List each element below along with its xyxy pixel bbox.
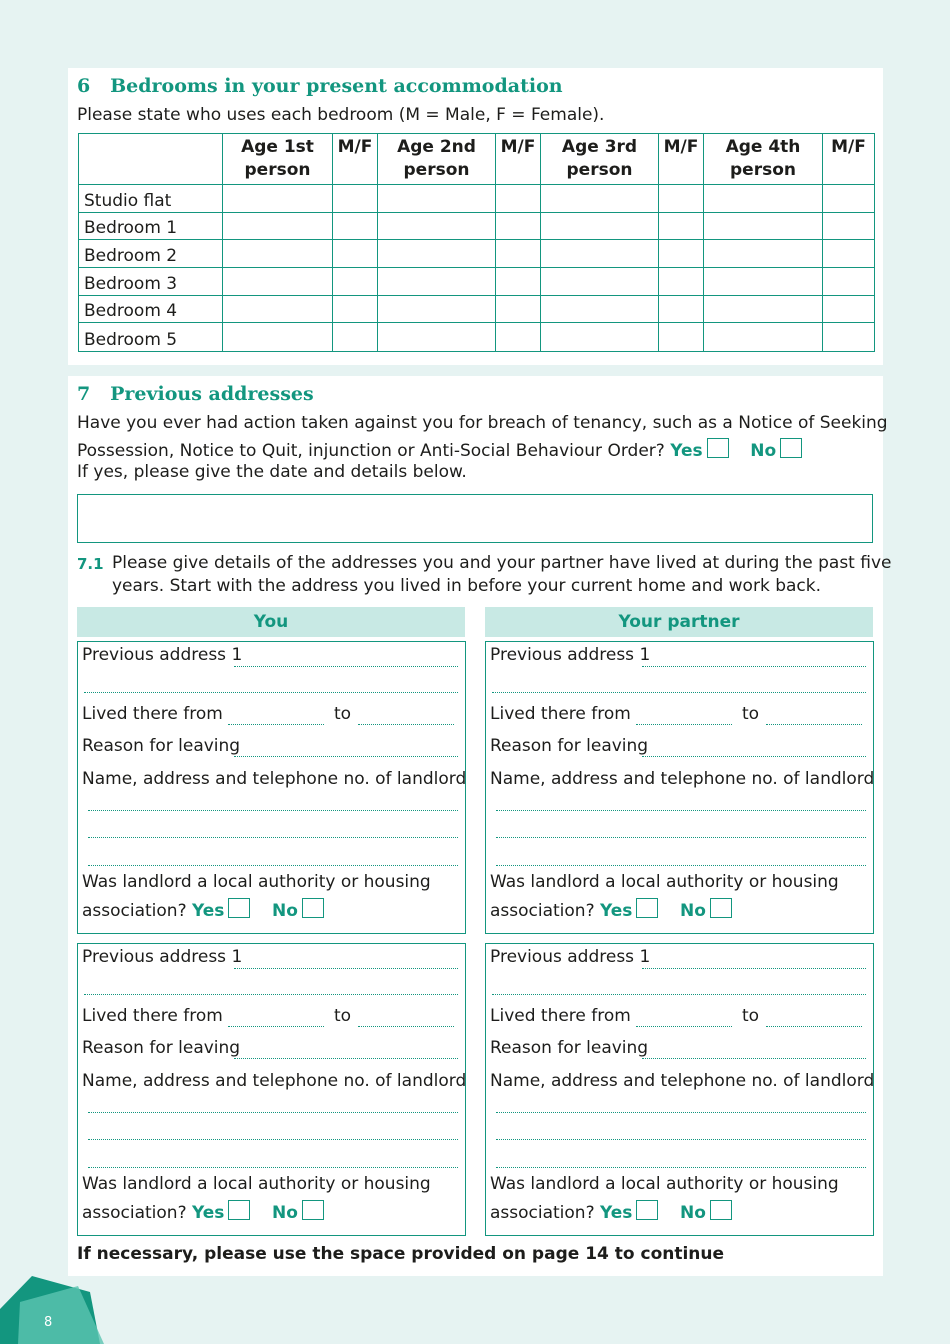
corner-decoration [0,1264,110,1344]
row-label-bedroom-3: Bedroom 3 [79,268,223,296]
cell-input[interactable] [333,268,378,296]
cell-input[interactable] [223,296,333,323]
prev-address-input-line2[interactable] [492,994,866,995]
la-no-label: No [272,1203,298,1223]
prev-address-input[interactable] [234,666,458,667]
cell-input[interactable] [659,296,704,323]
la-no-label: No [272,901,298,921]
landlord-label: Name, address and telephone no. of landlord [82,769,467,789]
cell-input[interactable] [541,268,659,296]
la-question-line1: Was landlord a local authority or housing [490,1174,839,1194]
la-question-line1: Was landlord a local authority or housing [82,872,431,892]
la-question-line2 [490,1200,732,1223]
table-row [79,240,875,268]
lived-from-label: Lived there from [82,704,223,724]
section-6-heading: Bedrooms in your present accommodation [110,75,563,97]
cell-input[interactable] [823,268,875,296]
section-6-title [77,75,563,97]
prev-address-input-line2[interactable] [84,692,458,693]
reason-label: Reason for leaving [82,1038,241,1058]
reason-input[interactable] [234,756,458,757]
bedroom-table-header [79,134,875,185]
header-age-1st: Age 1st person [223,134,333,185]
cell-input[interactable] [541,213,659,240]
cell-input[interactable] [659,213,704,240]
yes-checkbox[interactable] [707,438,729,458]
reason-label: Reason for leaving [490,1038,649,1058]
cell-input[interactable] [541,240,659,268]
landlord-input-line2[interactable] [88,837,458,838]
cell-input[interactable] [496,323,541,352]
cell-input[interactable] [704,240,823,268]
cell-input[interactable] [704,213,823,240]
la-question-line2 [490,898,732,921]
header-mf-4: M/F [823,134,875,185]
cell-input[interactable] [333,240,378,268]
address-card-you-2 [77,943,466,1236]
la-question-text: association? [82,901,187,921]
reason-input[interactable] [234,1058,458,1059]
row-label-bedroom-5: Bedroom 5 [79,323,223,352]
question-text: Possession, Notice to Quit, injunction or Anti-Social Behaviour Order? [77,441,665,461]
landlord-input-line1[interactable] [88,810,458,811]
cell-input[interactable] [378,268,496,296]
la-question-line1: Was landlord a local authority or housing [490,872,839,892]
la-no-label: No [680,901,706,921]
la-no-label: No [680,1203,706,1223]
cell-input[interactable] [496,213,541,240]
cell-input[interactable] [541,323,659,352]
address-card-partner-2 [485,943,874,1236]
to-label: to [742,704,760,724]
cell-input[interactable] [659,240,704,268]
prev-address-label: Previous address 1 [82,645,243,665]
la-question-line1: Was landlord a local authority or housing [82,1174,431,1194]
table-row [79,296,875,323]
cell-input[interactable] [541,296,659,323]
cell-input[interactable] [823,240,875,268]
landlord-label: Name, address and telephone no. of landlord [82,1071,467,1091]
landlord-input-line2[interactable] [496,1139,866,1140]
column-header-partner: Your partner [485,607,873,637]
column-header-you: You [77,607,465,637]
cell-input[interactable] [378,323,496,352]
la-yes-label: Yes [192,901,225,921]
la-yes-checkbox[interactable] [228,898,250,918]
cell-input[interactable] [223,323,333,352]
cell-input[interactable] [823,323,875,352]
cell-input[interactable] [333,213,378,240]
spacer [658,901,680,921]
lived-from-input[interactable] [636,1026,732,1027]
section-7-followup: If yes, please give the date and details below. [77,462,467,482]
la-yes-checkbox[interactable] [228,1200,250,1220]
cell-input[interactable] [823,213,875,240]
cell-input[interactable] [496,240,541,268]
table-row [79,185,875,213]
to-label: to [334,1006,352,1026]
cell-input[interactable] [823,185,875,213]
row-label-bedroom-2: Bedroom 2 [79,240,223,268]
cell-input[interactable] [823,296,875,323]
header-mf-3: M/F [659,134,704,185]
header-mf-1: M/F [333,134,378,185]
landlord-input-line1[interactable] [496,810,866,811]
continue-note: If necessary, please use the space provided on page 14 to continue [77,1244,725,1264]
cell-input[interactable] [496,185,541,213]
subsection-7-1-line1: Please give details of the addresses you and your partner have lived at during the past five [112,553,892,573]
spacer [250,1203,272,1223]
la-question-text: association? [490,1203,595,1223]
header-mf-2: M/F [496,134,541,185]
prev-address-input[interactable] [642,968,866,969]
to-label: to [334,704,352,724]
no-label: No [750,441,777,461]
cell-input[interactable] [704,268,823,296]
row-label-bedroom-4: Bedroom 4 [79,296,223,323]
breach-details-field[interactable] [77,494,873,543]
lived-from-input[interactable] [228,1026,324,1027]
row-label-bedroom-1: Bedroom 1 [79,213,223,240]
cell-input[interactable] [659,323,704,352]
section-7-question-line2 [77,438,802,461]
reason-label: Reason for leaving [82,736,241,756]
landlord-input-line3[interactable] [496,865,866,866]
landlord-input-line3[interactable] [496,1167,866,1168]
row-label-studio: Studio flat [79,185,223,213]
landlord-input-line1[interactable] [88,1112,458,1113]
prev-address-input[interactable] [234,968,458,969]
cell-input[interactable] [378,185,496,213]
subsection-7-1-line2: years. Start with the address you lived in before your current home and work back. [112,576,821,596]
section-7-question-line1: Have you ever had action taken against you for breach of tenancy, such as a Notice of Seeking [77,413,888,433]
cell-input[interactable] [378,213,496,240]
lived-to-input[interactable] [766,724,862,725]
landlord-label: Name, address and telephone no. of landlord [490,769,875,789]
cell-input[interactable] [333,323,378,352]
header-blank [79,134,223,185]
reason-input[interactable] [642,756,866,757]
prev-address-label: Previous address 1 [490,645,651,665]
la-question-line2 [82,898,324,921]
la-yes-checkbox[interactable] [636,898,658,918]
la-yes-label: Yes [600,901,633,921]
cell-input[interactable] [378,240,496,268]
page-number: 8 [44,1315,53,1330]
prev-address-input[interactable] [642,666,866,667]
la-yes-checkbox[interactable] [636,1200,658,1220]
yes-label: Yes [670,441,703,461]
prev-address-input-line2[interactable] [492,692,866,693]
cell-input[interactable] [223,268,333,296]
landlord-label: Name, address and telephone no. of landlord [490,1071,875,1091]
subsection-7-1-number: 7.1 [77,555,104,573]
lived-to-input[interactable] [766,1026,862,1027]
cell-input[interactable] [541,185,659,213]
cell-input[interactable] [333,296,378,323]
cell-input[interactable] [496,268,541,296]
lived-from-input[interactable] [636,724,732,725]
la-question-text: association? [82,1203,187,1223]
la-no-checkbox[interactable] [302,1200,324,1220]
la-question-text: association? [490,901,595,921]
cell-input[interactable] [704,296,823,323]
la-no-checkbox[interactable] [710,1200,732,1220]
lived-from-label: Lived there from [490,1006,631,1026]
cell-input[interactable] [223,185,333,213]
table-row [79,268,875,296]
address-card-you-1 [77,641,466,934]
no-checkbox[interactable] [780,438,802,458]
section-7-heading: Previous addresses [110,383,314,405]
spacer [658,1203,680,1223]
cell-input[interactable] [659,268,704,296]
cell-input[interactable] [704,323,823,352]
lived-to-input[interactable] [358,1026,454,1027]
cell-input[interactable] [223,240,333,268]
table-row [79,323,875,352]
cell-input[interactable] [333,185,378,213]
section-7-number: 7 [77,383,91,405]
prev-address-label: Previous address 1 [82,947,243,967]
header-age-4th: Age 4th person [704,134,823,185]
prev-address-input-line2[interactable] [84,994,458,995]
cell-input[interactable] [704,185,823,213]
prev-address-label: Previous address 1 [490,947,651,967]
lived-from-label: Lived there from [490,704,631,724]
landlord-input-line1[interactable] [496,1112,866,1113]
landlord-input-line3[interactable] [88,1167,458,1168]
landlord-input-line2[interactable] [496,837,866,838]
reason-label: Reason for leaving [490,736,649,756]
cell-input[interactable] [223,213,333,240]
spacer [250,901,272,921]
la-yes-label: Yes [600,1203,633,1223]
la-question-line2 [82,1200,324,1223]
header-age-3rd: Age 3rd person [541,134,659,185]
section-6-number: 6 [77,75,91,97]
to-label: to [742,1006,760,1026]
landlord-input-line2[interactable] [88,1139,458,1140]
lived-to-input[interactable] [358,724,454,725]
reason-input[interactable] [642,1058,866,1059]
cell-input[interactable] [496,296,541,323]
section-6-instruction: Please state who uses each bedroom (M = Male, F = Female). [77,105,605,125]
la-no-checkbox[interactable] [710,898,732,918]
table-row [79,213,875,240]
landlord-input-line3[interactable] [88,865,458,866]
la-yes-label: Yes [192,1203,225,1223]
address-card-partner-1 [485,641,874,934]
la-no-checkbox[interactable] [302,898,324,918]
cell-input[interactable] [659,185,704,213]
section-7-title [77,383,314,405]
lived-from-label: Lived there from [82,1006,223,1026]
bedroom-table [78,133,875,352]
header-age-2nd: Age 2nd person [378,134,496,185]
cell-input[interactable] [378,296,496,323]
lived-from-input[interactable] [228,724,324,725]
